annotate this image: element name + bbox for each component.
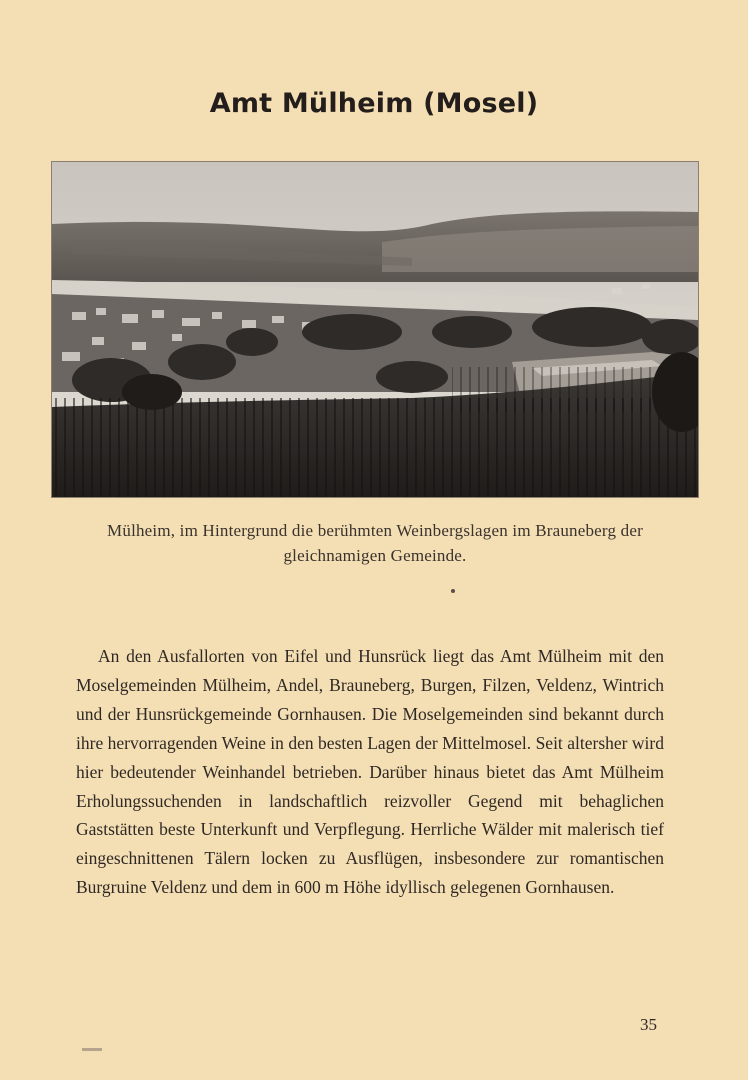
page-title: Amt Mülheim (Mosel) bbox=[209, 88, 539, 119]
landscape-photo bbox=[52, 162, 698, 497]
body-paragraph: An den Ausfallorten von Eifel und Hunsrück liegt das Amt Mülheim mit den Moselgemeinden Mülheim, Andel, Brauneberg, Burgen, Filzen, Veldenz, Wintrich und der Hunsrückgemeinde Gornhausen. Die Moselgemeinden sind bekannt durch ihre hervorragenden Weine in den besten Lagen der Mittelmosel. Seit altersher wird hier bedeutender Weinhandel betrieben. Darüber hinaus bietet das Amt Mülheim Erholungssuchenden in landschaftlich reizvoller Gegend mit behaglichen Gaststätten beste Unterkunft und Verpflegung. Herrliche Wälder mit malerisch tief eingeschnittenen Tälern locken zu Ausflügen, insbesondere zur romantischen Burgruine Veldenz und dem in 600 m Höhe idyllisch gelegenen Gornhausen. bbox=[76, 646, 664, 898]
body-text bbox=[76, 642, 664, 902]
bleed-through-mark bbox=[82, 1048, 102, 1051]
photo-caption: Mülheim, im Hintergrund die berühmten Weinbergslagen im Brauneberg der gleichnamigen Gemeinde. bbox=[107, 521, 643, 565]
ornament-dot bbox=[451, 589, 455, 593]
page-number: 35 bbox=[640, 1015, 657, 1034]
